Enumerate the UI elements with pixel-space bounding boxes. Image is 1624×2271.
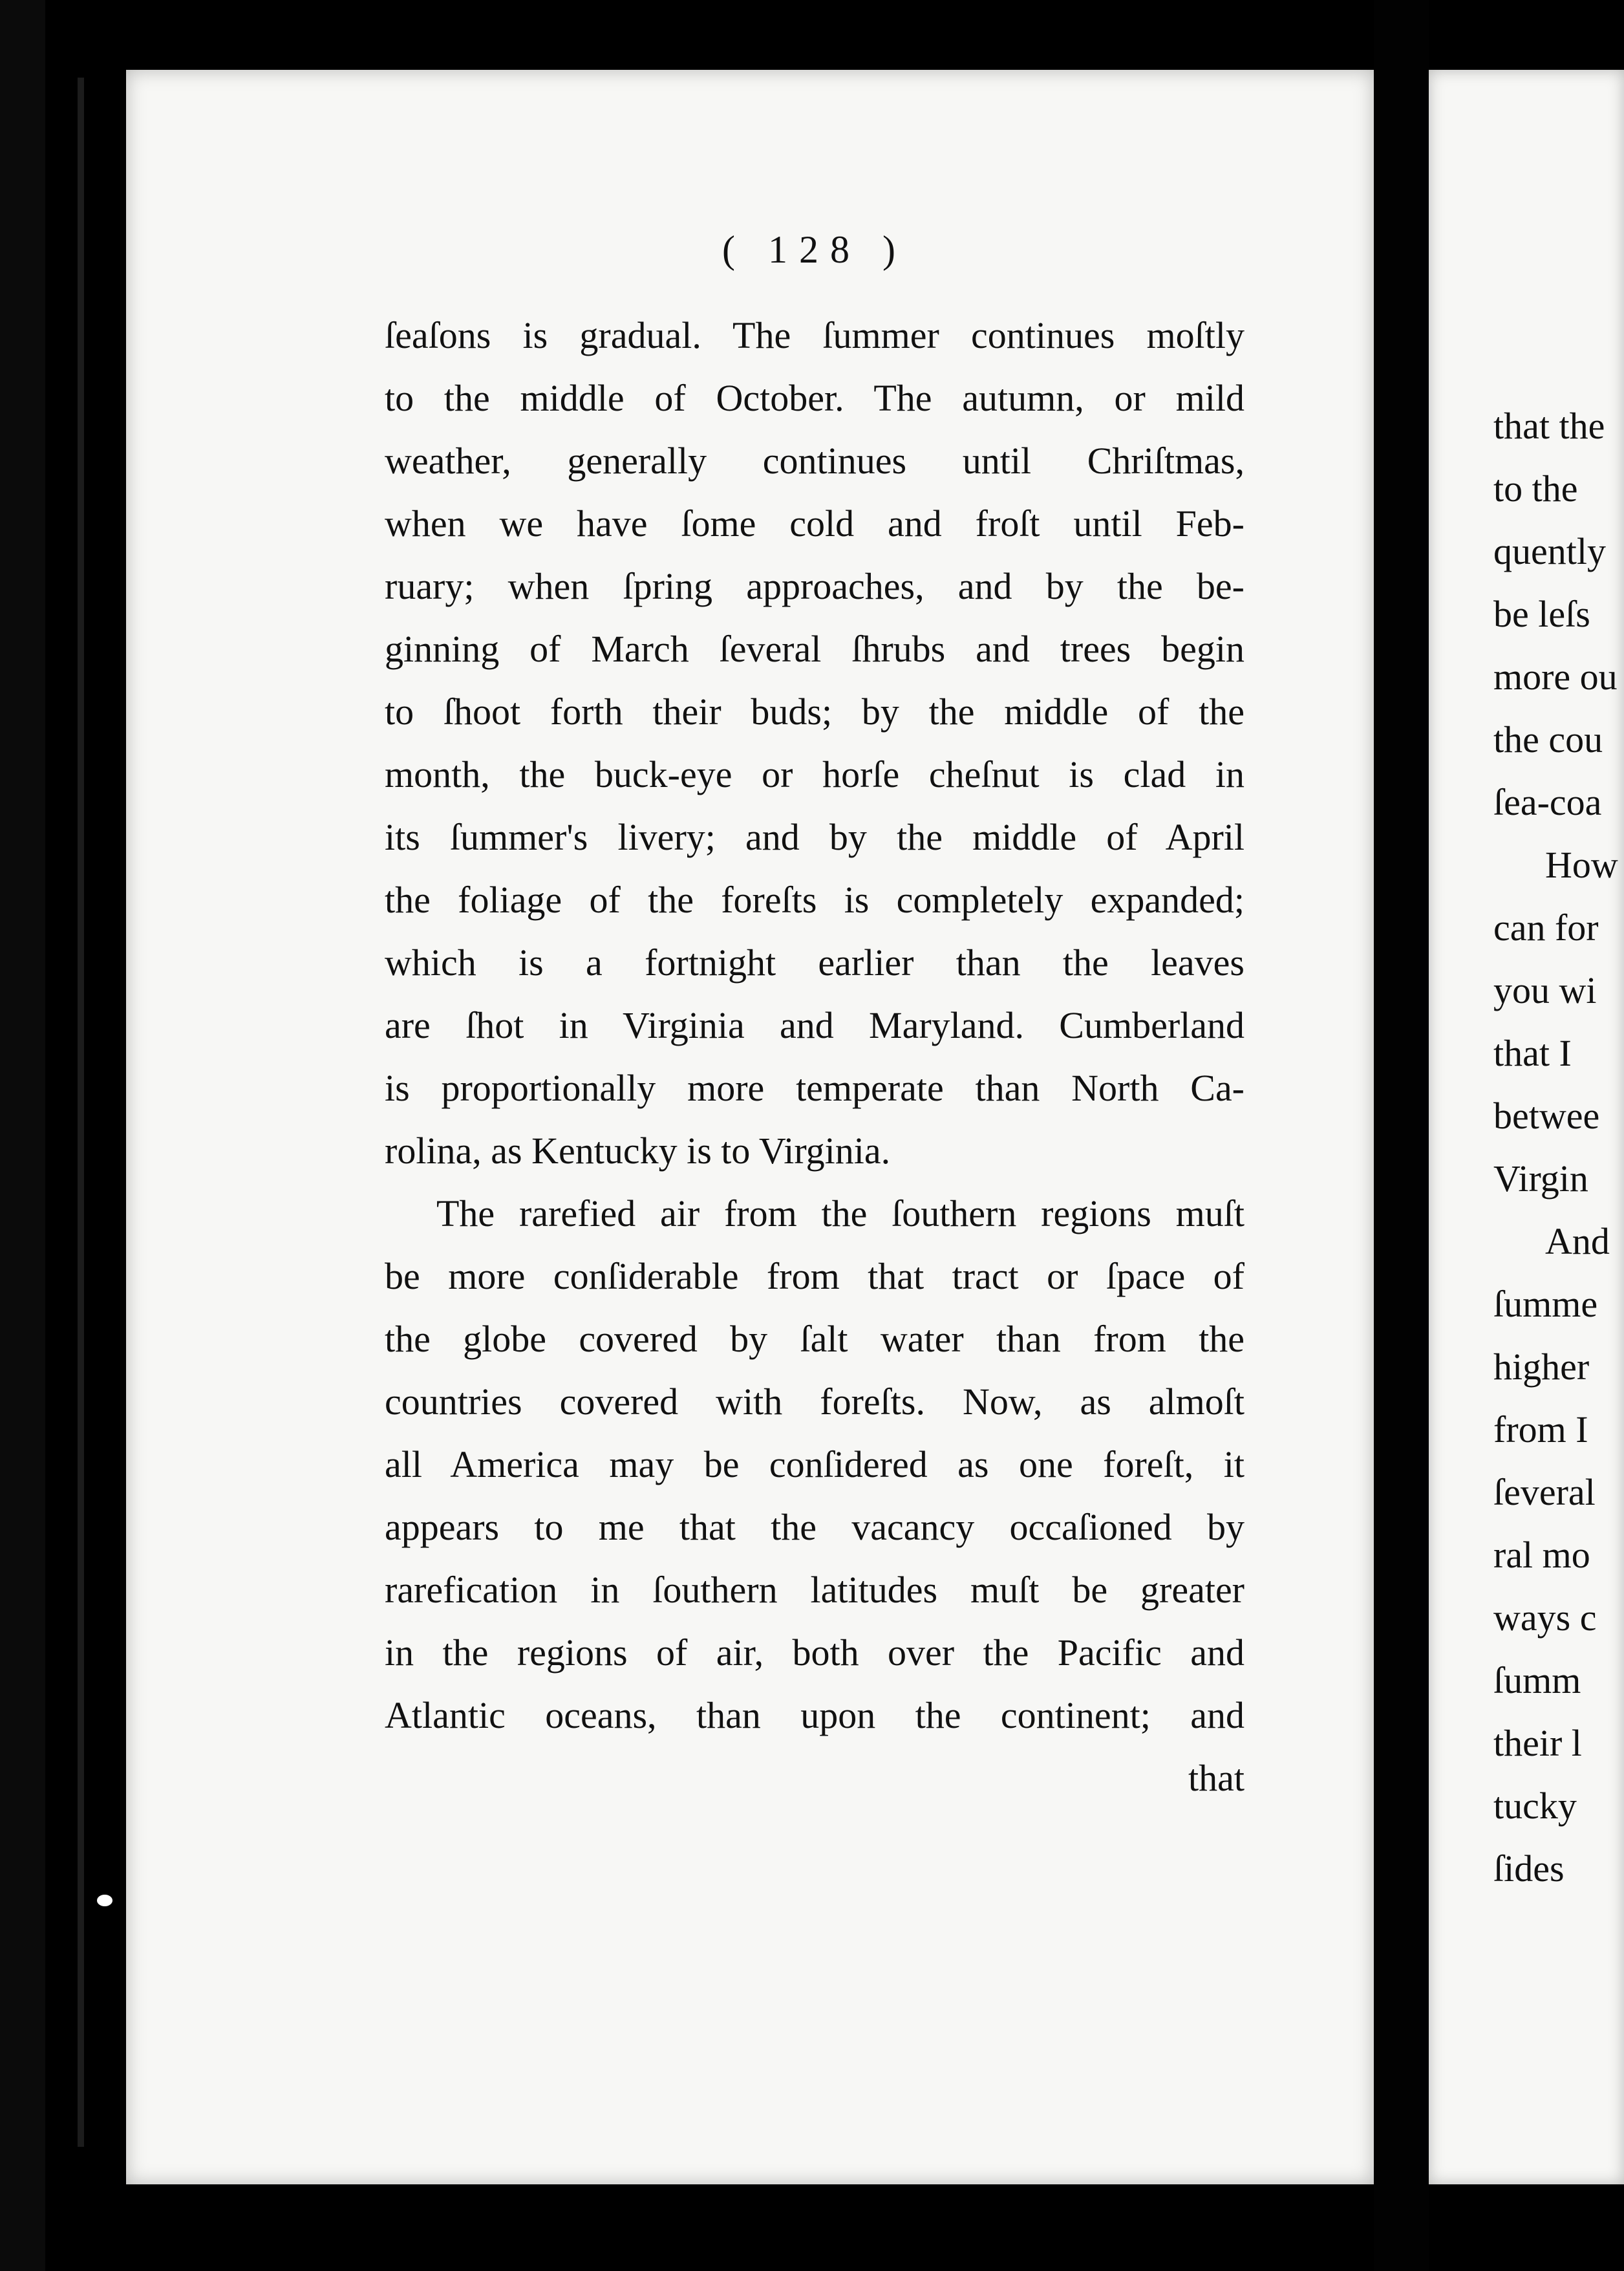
facing-line: ſea-coa xyxy=(1493,781,1602,823)
text-line: all America may be conſidered as one foreſt, it xyxy=(385,1443,1245,1485)
page-number: ( 128 ) xyxy=(722,228,907,271)
facing-page-text xyxy=(1493,394,1624,1900)
text-line: ginning of March ſeveral ſhrubs and trees begin xyxy=(385,628,1245,670)
text-line: Atlantic oceans, than upon the continent; and xyxy=(385,1694,1245,1736)
text-line: countries covered with foreſts. Now, as almoſt xyxy=(385,1381,1245,1423)
text-line: ruary; when ſpring approaches, and by the be- xyxy=(385,565,1245,607)
facing-line: the cou xyxy=(1493,718,1603,760)
text-line: rarefication in ſouthern latitudes muſt be greater xyxy=(385,1569,1245,1611)
text-line: the globe covered by ſalt water than from the xyxy=(385,1318,1245,1360)
text-line: rolina, as Kentucky is to Virginia. xyxy=(385,1130,891,1172)
facing-line: that the xyxy=(1493,405,1605,447)
scan-speck xyxy=(97,1895,112,1906)
text-line: be more conſiderable from that tract or ſpace of xyxy=(385,1255,1245,1297)
page-gutter xyxy=(1374,0,1429,2271)
facing-line: Virgin xyxy=(1493,1157,1588,1200)
binding-edge xyxy=(78,78,84,2147)
text-line: is proportionally more temperate than North Ca- xyxy=(385,1067,1245,1109)
facing-line: ral mo xyxy=(1493,1534,1590,1576)
text-line: month, the buck-eye or horſe cheſnut is clad in xyxy=(385,753,1245,795)
facing-line: more ou xyxy=(1493,656,1618,698)
text-line: in the regions of air, both over the Pacific and xyxy=(385,1631,1245,1674)
facing-line: quently xyxy=(1493,530,1606,572)
facing-line: be leſs xyxy=(1493,593,1590,635)
facing-line: And xyxy=(1545,1220,1610,1262)
text-line: which is a fortnight earlier than the leaves xyxy=(385,942,1245,984)
facing-line: ſeveral xyxy=(1493,1471,1596,1513)
text-line: are ſhot in Virginia and Maryland. Cumberland xyxy=(385,1004,1245,1046)
facing-line: you wi xyxy=(1493,969,1597,1011)
paragraph-first-line: The rarefied air from the ſouthern regions muſt xyxy=(436,1192,1245,1234)
facing-line: ſides xyxy=(1493,1847,1565,1889)
facing-line: from I xyxy=(1493,1408,1588,1450)
facing-line: higher xyxy=(1493,1346,1590,1388)
text-line: its ſummer's livery; and by the middle of April xyxy=(385,816,1245,858)
facing-line: betwee xyxy=(1493,1095,1600,1137)
text-line: ſeaſons is gradual. The ſummer continues moſtly xyxy=(385,314,1245,356)
text-line: weather, generally continues until Chriſtmas, xyxy=(385,440,1245,482)
facing-line: ſumme xyxy=(1493,1283,1598,1325)
facing-line: ways c xyxy=(1493,1597,1597,1639)
binding-strip xyxy=(0,0,45,2271)
text-line: the foliage of the foreſts is completely expanded; xyxy=(385,879,1245,921)
text-line: to the middle of October. The autumn, or mild xyxy=(385,377,1245,419)
facing-line: that I xyxy=(1493,1032,1572,1074)
text-line: to ſhoot forth their buds; by the middle of the xyxy=(385,691,1245,733)
facing-line: can for xyxy=(1493,907,1599,949)
facing-line: How xyxy=(1545,844,1618,886)
facing-line: to the xyxy=(1493,468,1578,510)
text-line: when we have ſome cold and froſt until Feb- xyxy=(385,502,1245,544)
facing-line: their l xyxy=(1493,1722,1582,1764)
facing-line: tucky xyxy=(1493,1785,1577,1827)
text-line: appears to me that the vacancy occaſioned by xyxy=(385,1506,1245,1548)
facing-line: ſumm xyxy=(1493,1659,1581,1701)
body-text xyxy=(385,304,1245,1809)
catchword: that xyxy=(1188,1757,1245,1799)
